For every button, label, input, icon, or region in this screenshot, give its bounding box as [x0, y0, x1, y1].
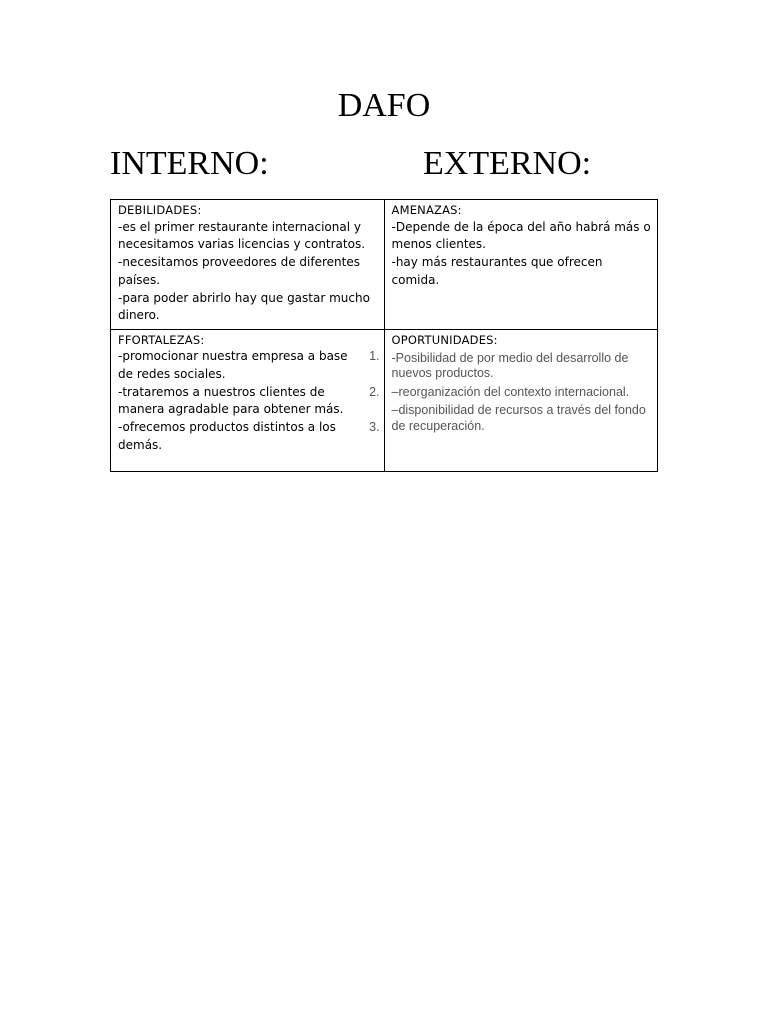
cell-header: OPORTUNIDADES:	[391, 332, 498, 347]
cell-line: -para poder abrirlo hay que gastar mucho dinero.	[118, 290, 370, 322]
cell-line: –reorganización del contexto internacional.	[391, 384, 630, 399]
heading-internal: INTERNO:	[110, 145, 269, 182]
cell-fortalezas	[111, 329, 385, 471]
cell-debilidades	[111, 200, 385, 330]
heading-external: EXTERNO:	[423, 145, 592, 182]
list-number: 1.	[369, 349, 380, 363]
cell-line: -Depende de la época del año habrá más o menos clientes.	[391, 219, 651, 251]
cell-line: -Posibilidad de por medio del desarrollo de nuevos productos.	[391, 350, 629, 380]
table-row	[111, 329, 658, 471]
cell-line	[118, 419, 378, 454]
dafo-table	[110, 199, 658, 472]
cell-line	[118, 384, 378, 419]
cell-line: –disponibilidad de recursos a través del fondo de recuperación.	[391, 403, 646, 433]
page-title: DAFO	[337, 87, 431, 124]
table-row	[111, 200, 658, 330]
cell-header: AMENAZAS:	[391, 203, 462, 217]
line-text: -promocionar nuestra empresa a base de redes sociales.	[118, 349, 348, 381]
cell-header: DEBILIDADES:	[118, 203, 202, 217]
cell-line: -necesitamos proveedores de diferentes países.	[118, 255, 360, 287]
line-text: -trataremos a nuestros clientes de manera agradable para obtener más.	[118, 384, 344, 416]
cell-amenazas	[384, 200, 658, 330]
cell-line: -hay más restaurantes que ofrecen comida.	[391, 255, 603, 287]
line-text: -ofrecemos productos distintos a los demás.	[118, 420, 336, 452]
list-number: 2.	[369, 384, 380, 399]
cell-line: -es el primer restaurante internacional y necesitamos varias licencias y contratos.	[118, 219, 366, 251]
list-number: 3.	[369, 420, 380, 434]
cell-header: FFORTALEZAS:	[118, 332, 205, 347]
cell-oportunidades	[384, 329, 658, 471]
cell-line	[118, 348, 378, 383]
